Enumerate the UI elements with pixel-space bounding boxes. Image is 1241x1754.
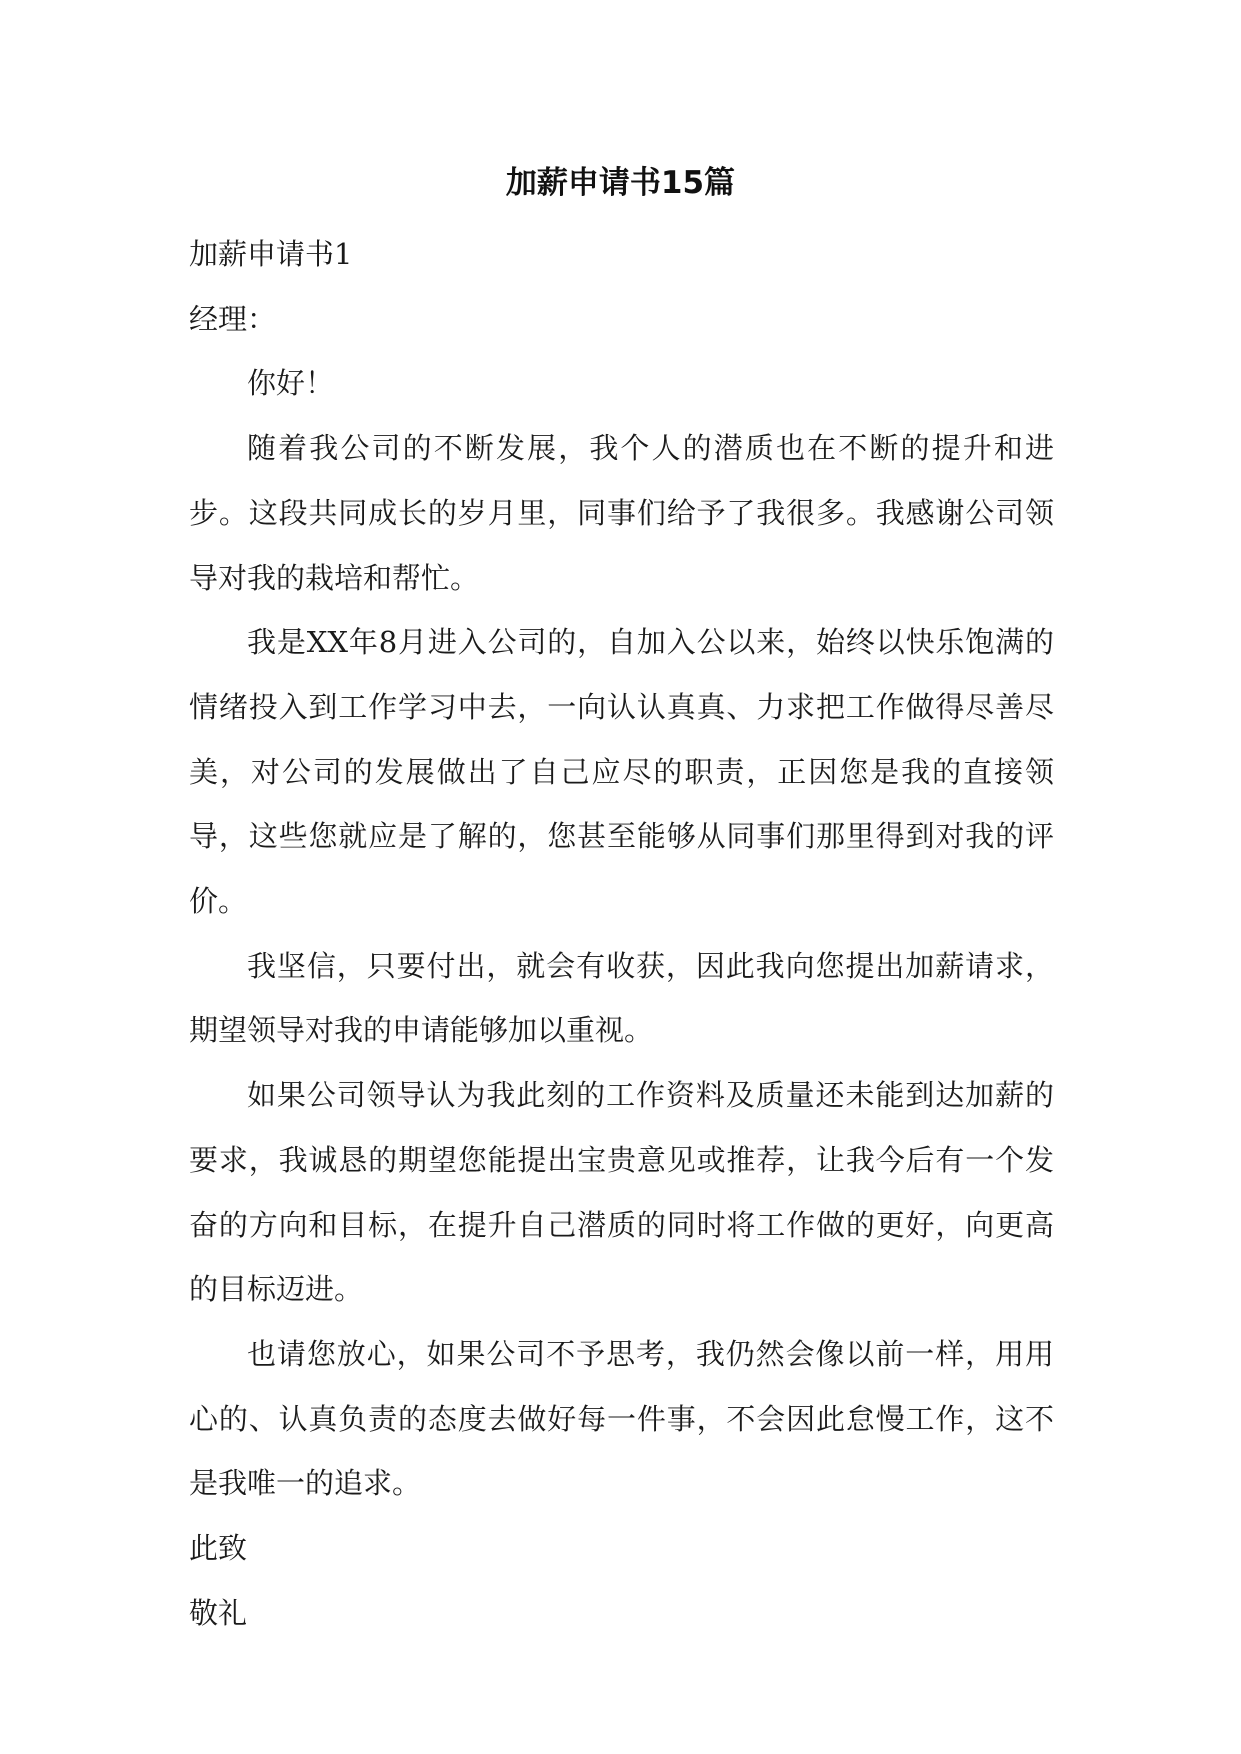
paragraph: 也请您放心，如果公司不予思考，我仍然会像以前一样，用用心的、认真负责的态度去做好每一件事，不会因此怠慢工作，这不是我唯一的追求。 [189,1336,1054,1501]
paragraph: 我坚信，只要付出，就会有收获，因此我向您提出加薪请求，期望领导对我的申请能够加以重视。 [189,948,1054,1048]
closing-line: 敬礼 [189,1595,248,1630]
paragraph: 我是XX年8月进入公司的，自加入公以来，始终以快乐饱满的情绪投入到工作学习中去，一向认认真真、力求把工作做得尽善尽美，对公司的发展做出了自己应尽的职责，正因您是我的直接领导，这些您就应是了解的，您甚至能够从同事们那里得到对我的评价。 [189,625,1054,919]
greeting: 你好！ [247,366,335,401]
salutation: 经理： [189,301,277,336]
paragraph: 如果公司领导认为我此刻的工作资料及质量还未能到达加薪的要求，我诚恳的期望您能提出宝贵意见或推荐，让我今后有一个发奋的方向和目标，在提升自己潜质的同时将工作做的更好，向更高的目标迈进。 [189,1078,1054,1307]
document-title: 加薪申请书15篇 [505,165,736,201]
closing-line: 此致 [189,1531,248,1566]
section-heading: 加薪申请书1 [189,237,353,271]
document-body [189,222,1054,1645]
paragraph: 随着我公司的不断发展，我个人的潜质也在不断的提升和进步。这段共同成长的岁月里，同事们给予了我很多。我感谢公司领导对我的栽培和帮忙。 [189,431,1054,595]
